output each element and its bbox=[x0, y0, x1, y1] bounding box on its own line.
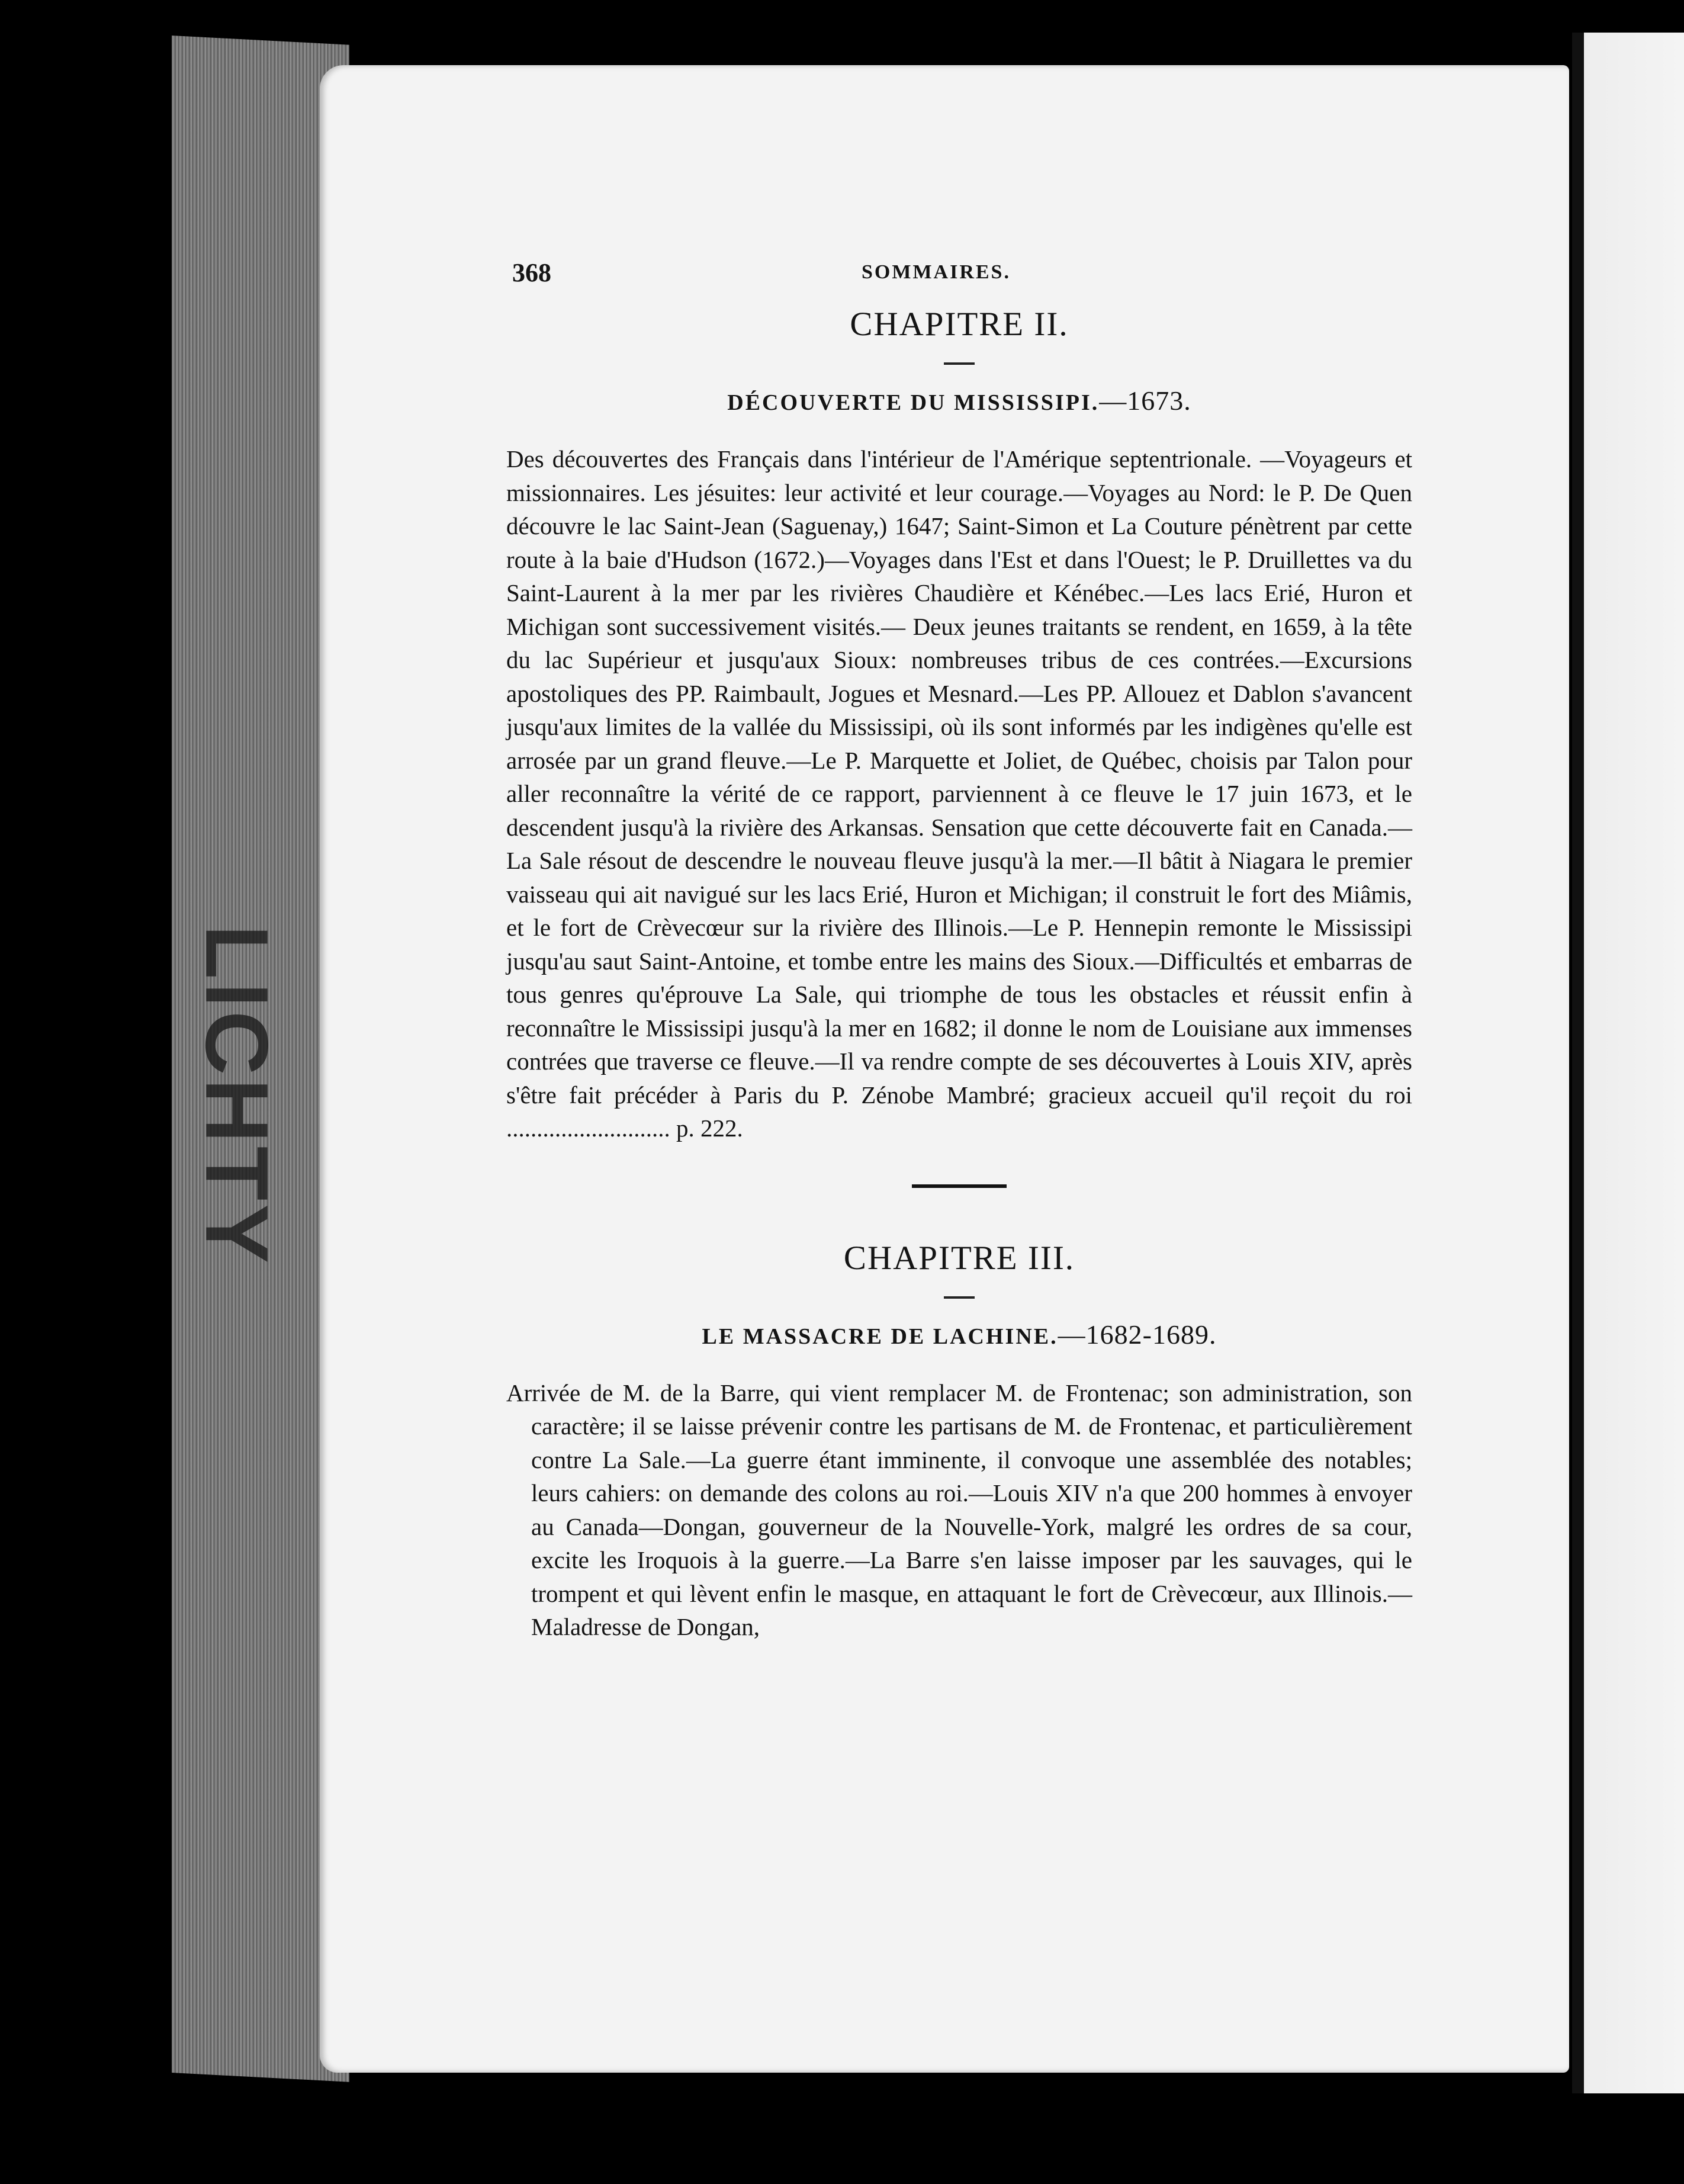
chapter-title: CHAPITRE II. bbox=[850, 306, 1069, 343]
chapter-years: —1682-1689. bbox=[1058, 1319, 1217, 1350]
chapter-subtitle-text: DÉCOUVERTE DU MISSISSIPI. bbox=[727, 390, 1100, 415]
chapter-years: —1673. bbox=[1099, 386, 1191, 416]
title-dash bbox=[944, 1296, 975, 1299]
running-head bbox=[506, 258, 1412, 293]
chapter-2 bbox=[506, 305, 1412, 1145]
chapter-subtitle-text: LE MASSACRE DE LACHINE. bbox=[702, 1324, 1058, 1349]
facing-page-edge bbox=[1572, 33, 1684, 2093]
chapter-summary: Arrivée de M. de la Barre, qui vient remplacer M. de Frontenac; son administration, son caractère; il se laisse prévenir contre les partisans de M. de Frontenac, et particulièrement contre La Sale.—La guerre étant imminente, il convoque une assemblée des notables; leurs cahiers: on demande des colons au roi.—Louis XIV n'a que 200 hommes à envoyer au Canada—Dongan, gouverneur de la Nouvelle-York, malgré les ordres de sa cour, excite les Iroquois à la guerre.—La Barre s'en laisse imposer par les sauvages, qui le trompent et qui lèvent enfin le masque, en attaquant le fort de Crèvecœur, aux Illinois.—Maladresse de Dongan, bbox=[506, 1379, 1412, 1640]
edge-stamp-text: LICHTY bbox=[187, 924, 287, 1267]
page-content bbox=[506, 258, 1412, 1644]
chapter-summary: Des découvertes des Français dans l'intérieur de l'Amérique septentrionale. —Voyageurs et missionnaires. Les jésuites: leur activité et leur courage.—Voyages au Nord: le P. De Quen découvre le lac Saint-Jean (Saguenay,) 1647; Saint-Simon et La Couture pénètrent par cette route à la baie d'Hudson (1672.)—Voyages dans l'Est et dans l'Ouest; le P. Druillettes va du Saint-Laurent à la mer par les rivières Chaudière et Kénébec.—Les lacs Erié, Huron et Michigan sont successivement visités.— Deux jeunes traitants se rendent, en 1659, à la tête du lac Supérieur et jusqu'aux Sioux: nombreuses tribus de ces contrées.—Excursions apostoliques des PP. Raimbault, Jogues et Mesnard.—Les PP. Allouez et Dablon s'avancent jusqu'aux limites de la vallée du Mississipi, où ils sont informés par les indigènes qu'elle est arrosée par un grand fleuve.—Le P. Marquette et Joliet, de Québec, choisis par Talon pour aller reconnaître la vérité de ce rapport, parviennent à ce fleuve le 17 juin 1673, et le descendent jusqu'à la rivière des Arkansas. Sensation que cette découverte fait en Canada.—La Sale résout de descendre le nouveau fleuve jusqu'à la mer.—Il bâtit à Niagara le premier vaisseau qui ait navigué sur les lacs Erié, Huron et Michigan; il construit le fort des Miâmis, et le fort de Crèvecœur sur la rivière des Illinois.—Le P. Hennepin remonte le Mississipi jusqu'au saut Saint-Antoine, et tombe entre les mains des Sioux.—Difficultés et embarras de tous genres qu'éprouve La Sale, qui triomphe de tous les obstacles et réussit enfin à reconnaître le Mississipi jusqu'à la mer en 1682; il donne le nom de Louisiane aux immenses contrées que traverse ce fleuve.—Il va rendre compte de ses découvertes à Louis XIV, après s'être fait précéder à Paris du P. Zénobe Mambré; gracieux accueil qu'il reçoit du roi ........................... p. 222. bbox=[506, 445, 1412, 1142]
chapter-title: CHAPITRE III. bbox=[843, 1239, 1075, 1277]
section-divider bbox=[912, 1184, 1007, 1188]
page-number: 368 bbox=[512, 258, 551, 287]
title-dash bbox=[944, 362, 975, 365]
edge-stamp bbox=[187, 651, 287, 1540]
chapter-subtitle bbox=[506, 1319, 1412, 1350]
running-title: SOMMAIRES. bbox=[862, 261, 1011, 283]
chapter-3 bbox=[506, 1239, 1412, 1644]
chapter-subtitle bbox=[506, 385, 1412, 416]
